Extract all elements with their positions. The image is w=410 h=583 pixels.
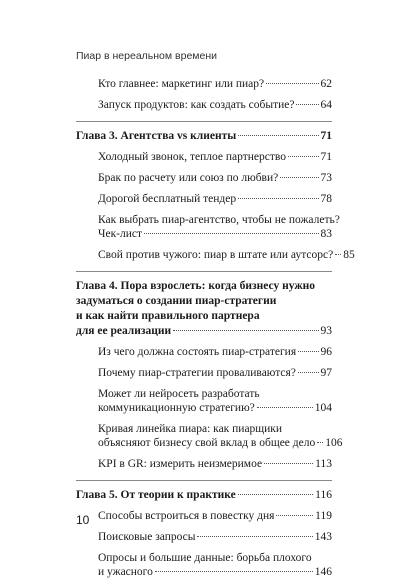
chapter-title-line: задуматься о создании пиар-стратегии (76, 295, 277, 307)
toc-entry[interactable] (76, 551, 332, 579)
toc-entry[interactable] (76, 345, 332, 359)
toc-entry-page: 104 (314, 402, 332, 414)
toc-entry-page: 143 (314, 531, 332, 543)
leader-dots (173, 330, 318, 331)
leader-dots (276, 515, 313, 516)
leader-dots (280, 177, 318, 178)
section-divider (76, 121, 332, 122)
toc-entry-page: 146 (314, 566, 332, 578)
toc-entry-title: Свой против чужого: пиар в штате или аутсорс? (98, 249, 334, 261)
toc-entry-title: Дорогой бесплатный тендер (98, 193, 237, 205)
toc-entry[interactable] (76, 77, 332, 91)
section-divider (76, 271, 332, 272)
toc-entry-page: 96 (320, 346, 332, 358)
toc-entry-page: 119 (315, 510, 332, 522)
leader-dots (257, 407, 313, 408)
chapter-page: 93 (320, 325, 332, 337)
toc-entry-title: объясняют бизнесу свой вклад в общее дело (98, 437, 316, 449)
leader-dots (144, 233, 318, 234)
toc-entry[interactable] (76, 422, 343, 450)
toc-entry-title: Поисковые запросы (98, 531, 196, 543)
toc-entry-title: Запуск продуктов: как создать событие? (98, 99, 295, 111)
toc-entry[interactable] (76, 171, 332, 185)
toc-entry[interactable] (76, 530, 332, 544)
toc-entry-title-line: Может ли нейросеть разработать (98, 388, 260, 400)
leader-dots (238, 198, 318, 199)
section-divider (76, 480, 332, 481)
toc-entry-title: Из чего должна состоять пиар-стратегия (98, 346, 297, 358)
toc-entry-title: Чек-лист (98, 228, 143, 240)
toc-entry-page: 71 (320, 151, 332, 163)
toc-entry-page: 106 (325, 437, 343, 449)
toc-entry[interactable] (76, 150, 332, 164)
leader-dots (238, 135, 318, 136)
chapter-page: 71 (320, 130, 332, 142)
toc-entry-title-line: Опросы и большие данные: борьба плохого (98, 552, 312, 564)
toc-entry[interactable] (76, 192, 332, 206)
toc-entry-title: Брак по расчету или союз по любви? (98, 172, 279, 184)
toc-entry-title: Кто главнее: маркетинг или пиар? (98, 78, 265, 90)
toc-entry[interactable] (76, 509, 332, 523)
toc-chapter-3[interactable] (76, 129, 332, 143)
toc-entry-page: 62 (320, 78, 332, 90)
chapter-title: Глава 5. От теории к практике (76, 489, 236, 501)
toc-entry-page: 73 (320, 172, 332, 184)
toc-entry-title: Холодный звонок, теплое партнерство (98, 151, 286, 163)
page-number: 10 (76, 513, 90, 527)
table-of-contents (76, 72, 355, 583)
chapter-title-line: и как найти правильного партнера (76, 310, 260, 322)
toc-entry-page: 83 (320, 228, 332, 240)
leader-dots (155, 571, 313, 572)
toc-entry-title: коммуникационную стратегию? (98, 402, 255, 414)
toc-entry-title: KPI в GR: измерить неизмеримое (98, 458, 263, 470)
leader-dots (298, 351, 318, 352)
chapter-title-line: Глава 4. Пора взрослеть: когда бизнесу нужно (76, 280, 316, 292)
toc-entry-title: Способы встроиться в повестку дня (98, 510, 275, 522)
chapter-title: Глава 3. Агентства vs клиенты (76, 130, 237, 142)
leader-dots (298, 372, 319, 373)
toc-entry[interactable] (76, 387, 332, 415)
leader-dots (264, 463, 313, 464)
leader-dots (317, 442, 323, 443)
toc-entry-title-line: Как выбрать пиар-агентство, чтобы не пожалеть? (98, 214, 340, 226)
toc-entry[interactable] (76, 366, 332, 380)
toc-chapter-4[interactable] (76, 279, 332, 338)
toc-chapter-5[interactable] (76, 488, 332, 502)
toc-entry-title: и ужасного (98, 566, 153, 578)
chapter-page: 116 (315, 489, 332, 501)
toc-entry-page: 78 (320, 193, 332, 205)
leader-dots (266, 83, 318, 84)
toc-entry-page: 85 (343, 249, 355, 261)
toc-entry-page: 113 (315, 458, 332, 470)
leader-dots (296, 104, 318, 105)
leader-dots (288, 156, 319, 157)
toc-entry-title-line: Кривая линейка пиара: как пиарщики (98, 423, 283, 435)
toc-entry[interactable] (76, 98, 332, 112)
toc-entry-page: 64 (320, 99, 332, 111)
leader-dots (197, 536, 312, 537)
toc-entry[interactable] (76, 213, 340, 241)
toc-entry[interactable] (76, 457, 332, 471)
leader-dots (335, 254, 341, 255)
chapter-title: для ее реализации (76, 325, 172, 337)
toc-entry-page: 97 (320, 367, 332, 379)
toc-entry-title: Почему пиар-стратегии проваливаются? (98, 367, 296, 379)
running-head: Пиар в нереальном времени (76, 50, 218, 62)
toc-entry[interactable] (76, 248, 355, 262)
leader-dots (238, 494, 314, 495)
